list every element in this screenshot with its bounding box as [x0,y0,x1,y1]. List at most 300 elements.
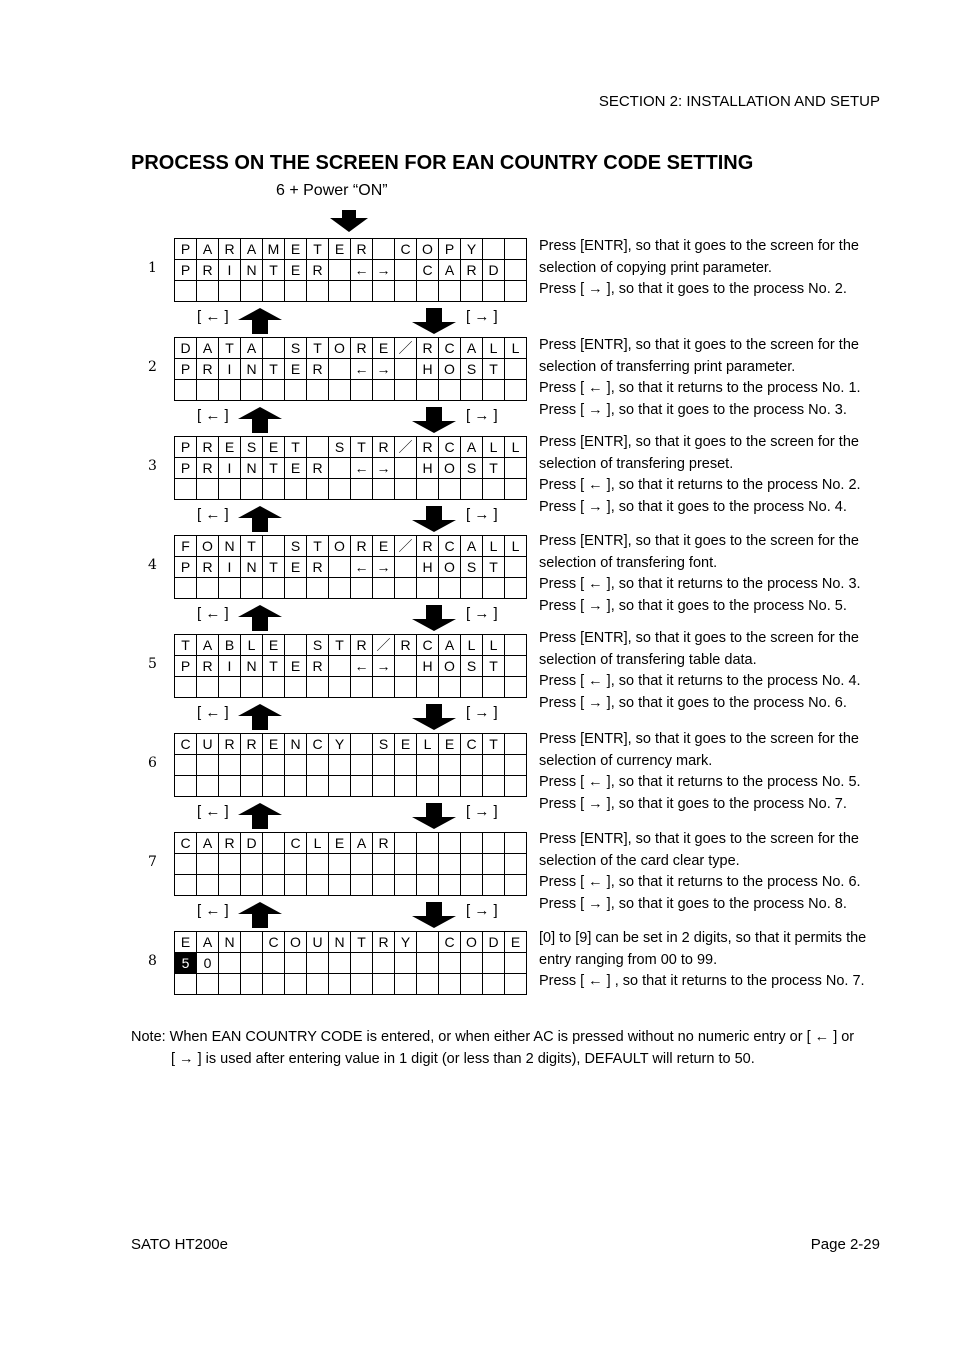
description-line: Press [ENTR], so that it goes to the screen for the [539,630,859,646]
description-line: Press [ → ], so that it goes to the process No. 3. [539,401,847,418]
lcd-cell: ← [351,458,373,479]
lcd-cell [395,479,417,500]
lcd-cell: I [219,656,241,677]
lcd-cell [285,281,307,302]
lcd-cell [285,776,307,797]
step-description [539,628,889,714]
lcd-cell: O [329,338,351,359]
lcd-cell: O [461,932,483,953]
lcd-cell: O [417,239,439,260]
lcd-cell: A [241,239,263,260]
step-number: 7 [148,854,157,870]
down-arrow-icon [330,210,368,232]
up-arrow-icon [238,407,282,438]
lcd-cell: O [285,932,307,953]
lcd-cell: R [307,656,329,677]
lcd-cell [505,953,527,974]
lcd-cell [417,578,439,599]
lcd-cell [285,854,307,875]
lcd-cell [439,578,461,599]
note [131,1026,891,1070]
lcd-cell: 0 [197,953,219,974]
lcd-cell [505,755,527,776]
lcd-cell: P [175,656,197,677]
lcd-cell [263,338,285,359]
lcd-cell: Y [395,932,417,953]
lcd-cell [373,953,395,974]
lcd-cell: ／ [373,635,395,656]
lcd-cell [351,734,373,755]
lcd-cell [461,677,483,698]
lcd-cell: E [329,833,351,854]
lcd-cell [329,875,351,896]
lcd-cell: E [439,734,461,755]
lcd-cell: I [219,260,241,281]
lcd-cell: R [197,458,219,479]
lcd-cell: N [329,932,351,953]
lcd-cell: E [373,536,395,557]
lcd-cell: R [351,239,373,260]
description-line: Press [ → ], so that it goes to the process No. 2. [539,281,847,298]
lcd-cell [417,677,439,698]
lcd-cell: Y [329,734,351,755]
description-line: Press [ENTR], so that it goes to the screen for the [539,533,859,549]
lcd-cell [351,974,373,995]
lcd-cell [417,833,439,854]
lcd-cell [439,776,461,797]
lcd-cell [285,953,307,974]
lcd-cell [439,281,461,302]
lcd-cell: H [417,458,439,479]
lcd-cell [219,380,241,401]
lcd-cell: C [175,833,197,854]
lcd-cell: P [175,437,197,458]
lcd-cell [483,953,505,974]
lcd-cell [175,380,197,401]
lcd-cell: A [241,338,263,359]
lcd-cell: L [483,437,505,458]
lcd-cell [373,854,395,875]
description-line: Press [ → ], so that it goes to the process No. 4. [539,498,847,515]
lcd-cell [439,479,461,500]
lcd-cell [439,380,461,401]
lcd-cell [329,854,351,875]
up-arrow-icon [238,902,282,933]
lcd-cell [219,854,241,875]
lcd-cell: T [483,458,505,479]
lcd-cell [373,776,395,797]
lcd-cell: R [197,656,219,677]
lcd-cell [263,536,285,557]
lcd-cell [461,953,483,974]
right-key-label: [ → ] [466,605,498,622]
lcd-cell: P [175,239,197,260]
lcd-cell [241,479,263,500]
lcd-cell: P [175,557,197,578]
lcd-cell [417,875,439,896]
lcd-row [175,776,527,797]
lcd-cell [505,281,527,302]
lcd-cell [351,677,373,698]
lcd-cell [505,734,527,755]
lcd-cell: L [505,338,527,359]
lcd-cell: R [307,359,329,380]
lcd-cell [329,281,351,302]
lcd-cell [483,776,505,797]
lcd-cell [329,776,351,797]
lcd-cell [307,974,329,995]
lcd-cell [285,755,307,776]
lcd-row [175,974,527,995]
lcd-cell [483,677,505,698]
lcd-cell [307,776,329,797]
lcd-cell: L [241,635,263,656]
lcd-cell: N [241,557,263,578]
footer-page-number: Page 2-29 [810,1236,880,1253]
lcd-cell: T [483,557,505,578]
lcd-cell: A [461,437,483,458]
lcd-cell: R [219,239,241,260]
lcd-cell [417,479,439,500]
lcd-cell [395,557,417,578]
lcd-cell [329,479,351,500]
lcd-cell: S [307,635,329,656]
lcd-cell [263,281,285,302]
lcd-cell: U [197,734,219,755]
lcd-cell [329,656,351,677]
note-line-1: Note: When EAN COUNTRY CODE is entered, or when either AC is pressed without no numeric entry or [ ← ] or [131,1029,855,1045]
description-line: Press [ ← ], so that it returns to the process No. 3. [539,576,861,593]
lcd-cell: N [219,932,241,953]
lcd-cell [263,380,285,401]
lcd-cell: O [197,536,219,557]
power-on-label: 6 + Power “ON” [276,182,388,199]
lcd-cell [329,677,351,698]
lcd-cell: A [439,260,461,281]
lcd-cell [395,578,417,599]
lcd-cell [241,578,263,599]
lcd-cell: N [241,656,263,677]
lcd-row [175,281,527,302]
lcd-cell [395,260,417,281]
lcd-cell [329,359,351,380]
lcd-cell: S [461,557,483,578]
lcd-cell: A [197,833,219,854]
lcd-cell: I [219,458,241,479]
lcd-cell: S [373,734,395,755]
right-key-label: [ → ] [466,506,498,523]
step-number: 1 [148,260,157,276]
lcd-cell [197,776,219,797]
lcd-cell: T [351,932,373,953]
lcd-row [175,338,527,359]
lcd-cell [483,479,505,500]
lcd-cell: P [175,458,197,479]
lcd-cell [439,854,461,875]
right-key-label: [ → ] [466,704,498,721]
lcd-screen [174,535,527,599]
lcd-cell: S [329,437,351,458]
lcd-cell [263,953,285,974]
description-line: selection of currency mark. [539,752,713,769]
lcd-row [175,755,527,776]
lcd-cell [417,281,439,302]
lcd-cell [373,281,395,302]
lcd-cell: N [285,734,307,755]
lcd-cell [373,875,395,896]
lcd-cell [307,755,329,776]
lcd-cell [373,974,395,995]
lcd-cell: ← [351,557,373,578]
lcd-cell [175,677,197,698]
lcd-cell [329,260,351,281]
lcd-cell: S [461,458,483,479]
lcd-cell [395,359,417,380]
description-line: [0] to [9] can be set in 2 digits, so that it permits the [539,930,867,946]
lcd-cell [175,875,197,896]
lcd-cell [285,635,307,656]
lcd-cell [241,776,263,797]
description-line: Press [ ← ] , so that it returns to the process No. 7. [539,973,865,990]
lcd-cell: R [197,437,219,458]
lcd-cell: C [307,734,329,755]
lcd-cell [483,875,505,896]
lcd-cell [197,854,219,875]
lcd-cell [461,755,483,776]
lcd-cell [439,833,461,854]
lcd-cell: R [351,635,373,656]
left-key-label: [ ← ] [197,308,229,325]
description-line: Press [ENTR], so that it goes to the screen for the [539,731,859,747]
lcd-screen [174,634,527,698]
lcd-cell [351,578,373,599]
lcd-cell [263,677,285,698]
description-line: Press [ENTR], so that it goes to the screen for the [539,434,859,450]
lcd-cell [175,479,197,500]
lcd-cell [351,479,373,500]
lcd-row [175,953,527,974]
lcd-cell: → [373,458,395,479]
lcd-cell [219,776,241,797]
lcd-row [175,635,527,656]
lcd-cell [395,755,417,776]
lcd-cell: C [395,239,417,260]
right-key-label: [ → ] [466,803,498,820]
lcd-cell: C [439,437,461,458]
lcd-cell [197,380,219,401]
lcd-cell: T [285,437,307,458]
lcd-cell: O [439,458,461,479]
lcd-screen [174,436,527,500]
lcd-cell [241,755,263,776]
lcd-cell: A [461,536,483,557]
lcd-cell: L [483,635,505,656]
lcd-cell: → [373,656,395,677]
step-description [539,335,889,421]
lcd-cell [263,479,285,500]
lcd-cell: E [263,635,285,656]
lcd-cell [175,578,197,599]
lcd-cell: R [219,734,241,755]
lcd-cell [197,875,219,896]
down-arrow-icon [412,506,456,537]
lcd-cell [307,479,329,500]
description-line: selection of the card clear type. [539,852,740,869]
lcd-cell [461,578,483,599]
lcd-cell: R [373,932,395,953]
lcd-cell: → [373,557,395,578]
lcd-cell [197,755,219,776]
description-line: Press [ ← ], so that it returns to the process No. 5. [539,774,861,791]
lcd-cell [351,953,373,974]
lcd-cell: N [241,260,263,281]
step-number: 8 [148,953,157,969]
lcd-cell: S [285,536,307,557]
lcd-cell [241,875,263,896]
lcd-cell [483,755,505,776]
lcd-cell [351,380,373,401]
description-line: Press [ ← ], so that it returns to the process No. 2. [539,477,861,494]
lcd-cell [241,281,263,302]
lcd-cell [351,281,373,302]
up-arrow-icon [238,308,282,339]
lcd-cell [395,380,417,401]
lcd-cell [395,953,417,974]
lcd-cell: R [197,359,219,380]
lcd-cell: N [241,359,263,380]
lcd-cell [373,479,395,500]
left-key-label: [ ← ] [197,506,229,523]
lcd-cell [263,854,285,875]
lcd-cell: R [351,338,373,359]
lcd-row [175,557,527,578]
lcd-cell [175,755,197,776]
lcd-cell [417,755,439,776]
lcd-cell: E [263,437,285,458]
lcd-cell: R [307,557,329,578]
up-arrow-icon [238,506,282,537]
lcd-cell: ← [351,260,373,281]
lcd-cell [219,755,241,776]
lcd-cell: A [197,932,219,953]
lcd-cell: R [373,437,395,458]
description-line: Press [ → ], so that it goes to the process No. 8. [539,895,847,912]
lcd-cell: C [439,536,461,557]
lcd-cell: T [483,734,505,755]
description-line: selection of transfering font. [539,554,718,571]
lcd-cell: D [483,932,505,953]
description-line: Press [ → ], so that it goes to the process No. 5. [539,597,847,614]
step-description [539,432,889,518]
lcd-cell [483,380,505,401]
lcd-cell: R [461,260,483,281]
lcd-cell [175,854,197,875]
lcd-cell: C [175,734,197,755]
lcd-cell: T [329,635,351,656]
lcd-cell [263,776,285,797]
lcd-cell [439,953,461,974]
description-line: Press [ENTR], so that it goes to the screen for the [539,238,859,254]
lcd-cell [505,260,527,281]
right-key-label: [ → ] [466,902,498,919]
lcd-cell [395,458,417,479]
lcd-cell: C [461,734,483,755]
lcd-cell [439,677,461,698]
lcd-row [175,677,527,698]
lcd-cell: → [373,359,395,380]
lcd-cell: R [417,536,439,557]
lcd-cell: ← [351,656,373,677]
lcd-cell: T [483,656,505,677]
lcd-cell [483,854,505,875]
lcd-screen [174,238,527,302]
lcd-cell: T [263,458,285,479]
lcd-row [175,437,527,458]
lcd-cell [285,479,307,500]
lcd-cell [395,281,417,302]
lcd-cell [505,380,527,401]
lcd-cell: T [351,437,373,458]
step-description [539,236,889,301]
lcd-cell: L [505,437,527,458]
lcd-cell: ／ [395,338,417,359]
lcd-cell: E [285,458,307,479]
lcd-cell: N [241,458,263,479]
lcd-cell [197,578,219,599]
lcd-cell [307,875,329,896]
down-arrow-icon [412,803,456,834]
lcd-cell [505,656,527,677]
step-number: 4 [148,557,157,573]
lcd-cell [461,776,483,797]
lcd-row [175,578,527,599]
lcd-cell [505,833,527,854]
lcd-cell [197,677,219,698]
description-line: selection of copying print parameter. [539,259,772,276]
lcd-cell [285,875,307,896]
description-line: Press [ ← ], so that it returns to the process No. 1. [539,380,861,397]
lcd-cell: T [263,656,285,677]
lcd-cell: C [417,260,439,281]
lcd-row [175,260,527,281]
lcd-cell: H [417,557,439,578]
lcd-cell [263,875,285,896]
lcd-cell: ／ [395,437,417,458]
lcd-cell [263,578,285,599]
lcd-cell [439,755,461,776]
lcd-cell [461,380,483,401]
lcd-cell: S [241,437,263,458]
lcd-cell [461,875,483,896]
lcd-cell: R [241,734,263,755]
step-description [539,928,889,993]
lcd-cell: T [175,635,197,656]
lcd-cell: R [417,437,439,458]
note-line-2: [ → ] is used after entering value in 1 digit (or less than 2 digits), DEFAULT will return to 50. [171,1051,755,1067]
lcd-cell [219,677,241,698]
lcd-cell [505,578,527,599]
lcd-cell: F [175,536,197,557]
lcd-cell [439,875,461,896]
down-arrow-icon [412,902,456,933]
lcd-cell [219,479,241,500]
lcd-cell [307,380,329,401]
lcd-cell [219,974,241,995]
lcd-cell [505,854,527,875]
lcd-cell [417,776,439,797]
description-line: Press [ → ], so that it goes to the process No. 7. [539,795,847,812]
lcd-row [175,656,527,677]
